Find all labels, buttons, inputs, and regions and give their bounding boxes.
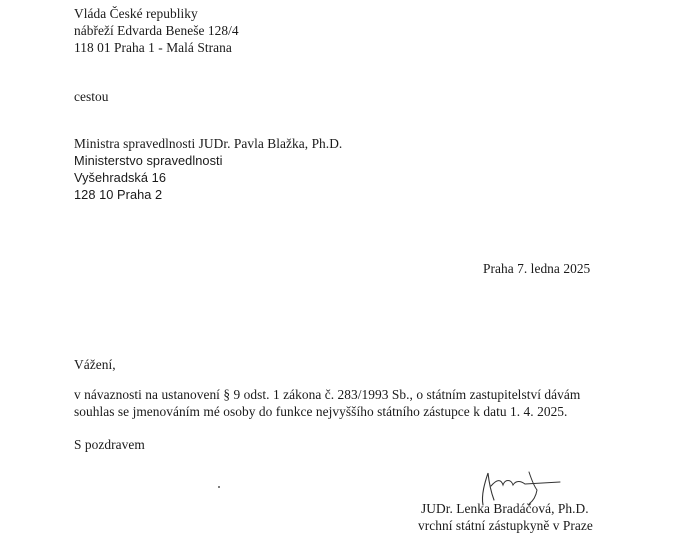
paper-speck — [218, 486, 220, 488]
signatory-name: JUDr. Lenka Bradáčová, Ph.D. — [421, 501, 589, 516]
signatory-title: vrchní státní zástupkyně v Praze — [418, 518, 593, 533]
closing: S pozdravem — [74, 437, 145, 452]
sender-line-2: nábřeží Edvarda Beneše 128/4 — [74, 23, 239, 38]
sender-line-3: 118 01 Praha 1 - Malá Strana — [74, 40, 232, 55]
recipient-line-1: Ministra spravedlnosti JUDr. Pavla Blažka, Ph.D. — [74, 136, 343, 151]
recipient-line-4: 128 10 Praha 2 — [74, 187, 163, 202]
salutation: Vážení, — [74, 357, 116, 372]
date-line: Praha 7. ledna 2025 — [483, 261, 591, 276]
body-line-2: souhlas se jmenováním mé osoby do funkce nejvyššího státního zástupce k datu 1. 4. 2025. — [74, 404, 568, 419]
recipient-line-3: Vyšehradská 16 — [74, 170, 166, 185]
sender-line-1: Vláda České republiky — [74, 6, 198, 21]
body-line-1: v návaznosti na ustanovení § 9 odst. 1 zákona č. 283/1993 Sb., o státním zastupitelství dávám — [74, 387, 581, 402]
via-label: cestou — [74, 89, 109, 104]
recipient-line-2: Ministerstvo spravedlnosti — [74, 153, 223, 168]
